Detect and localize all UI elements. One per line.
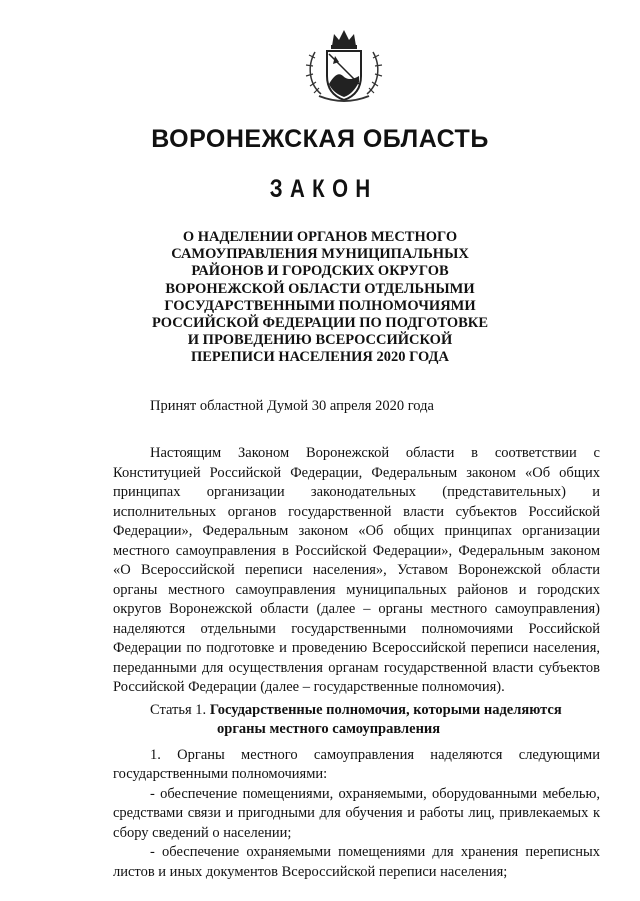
article-title-line2: органы местного самоуправления	[217, 721, 441, 737]
law-body	[113, 444, 600, 882]
adoption-note: Принят областной Думой 30 апреля 2020 года	[150, 398, 434, 414]
preamble-paragraph: Настоящим Законом Воронежской области в соответствии с Конституцией Российской Федерации, Федеральным законом «Об общих принципах организации законодательных (представительных) и исполнительных органов государственной власти субъектов Российской Федерации», Федеральным законом «Об общих принципах организации местного самоуправления в Российской Федерации», Федеральным законом «О Всероссийской переписи населения», Уставом Воронежской области органы местного самоуправления муниципальных районов и городских округов Воронежской области (далее – органы местного самоуправления) наделяются отдельными государственными полномочиями Российской Федерации по подготовке и проведению Всероссийской переписи населения, переданными для осуществления органам государственной власти субъектов Российской Федерации (далее – государственные полномочия).	[113, 445, 600, 695]
document-type: ЗАКОН	[269, 175, 378, 203]
list-item: - обеспечение охраняемыми помещениями для хранения переписных листов и иных документов Всероссийской переписи населения;	[113, 844, 600, 880]
law-title: О НАДЕЛЕНИИ ОРГАНОВ МЕСТНОГО САМОУПРАВЛЕНИЯ МУНИЦИПАЛЬНЫХ РАЙОНОВ И ГОРОДСКИХ ОКРУГОВ ВОРОНЕЖСКОЙ ОБЛАСТИ ОТДЕЛЬНЫМИ ГОСУДАРСТВЕННЫМИ ПОЛНОМОЧИЯМИ РОССИЙСКОЙ ФЕДЕРАЦИИ ПО ПОДГОТОВКЕ И ПРОВЕДЕНИЮ ВСЕРОССИЙСКОЙ ПЕРЕПИСИ НАСЕЛЕНИЯ 2020 ГОДА	[152, 229, 488, 366]
article-number: Статья 1.	[150, 701, 207, 718]
coat-of-arms-icon	[299, 24, 389, 110]
list-item: - обеспечение помещениями, охраняемыми, оборудованными мебелью, средствами связи и пригодными для обучения и работы лиц, привлекаемых к сбору сведений о населении;	[113, 785, 600, 841]
region-name: ВОРОНЕЖСКАЯ ОБЛАСТЬ	[151, 125, 489, 153]
article-heading	[113, 701, 600, 740]
article-title-line1: Государственные полномочия, которыми наделяются	[209, 701, 562, 718]
point-paragraph: 1. Органы местного самоуправления наделяются следующими государственными полномочиями:	[113, 746, 600, 782]
